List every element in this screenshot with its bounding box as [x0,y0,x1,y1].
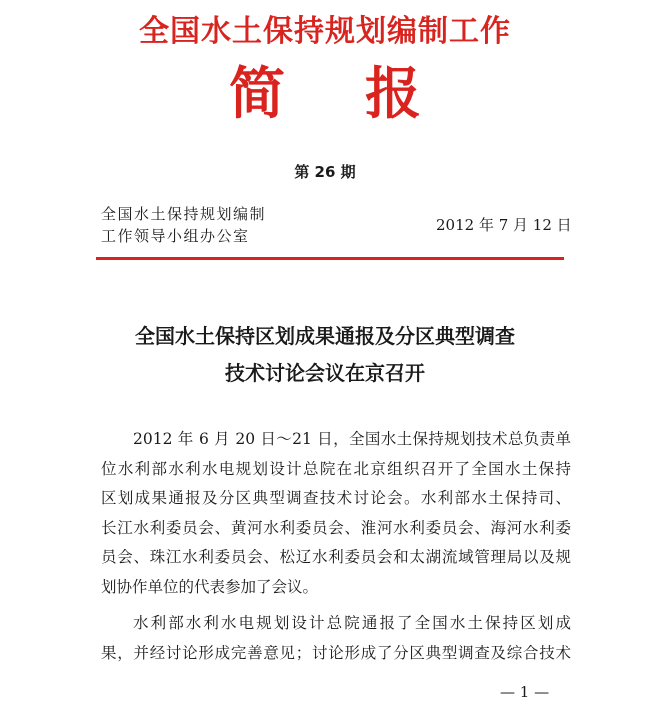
masthead-organization: 全国水土保持规划编制工作 [139,14,511,49]
article-title-line-2: 技术讨论会议在京召开 [225,361,425,385]
article-body [101,425,571,668]
page-number: — 1 — [500,683,550,701]
paragraph-2-line: 果，并经讨论形成完善意见；讨论形成了分区典型调查及综合技术 [101,643,571,662]
paragraph-1-line: 员会、珠江水利委员会、松辽水利委员会和太湖流域管理局以及规 [101,548,571,566]
issue-date: 2012 年 7 月 12 日 [436,216,572,234]
issuer-line-2: 工作领导小组办公室 [101,227,250,245]
issue-number: 第 26 期 [294,163,356,181]
article-title-line-1: 全国水土保持区划成果通报及分区典型调查 [135,324,515,348]
article-title [0,318,650,392]
red-divider-rule [96,257,564,260]
masthead-title: 简报 [229,62,501,127]
paragraph-1-line: 位水利部水利水电规划设计总院在北京组织召开了全国水土保持 [101,459,571,478]
paragraph-1-line: 划协作单位的代表参加了会议。 [101,577,319,596]
issuer-block [101,203,266,247]
paragraph-1-line: 长江水利委员会、黄河水利委员会、淮河水利委员会、海河水利委 [101,518,571,537]
paragraph-1-line: 区划成果通报及分区典型调查技术讨论会。水利部水土保持司、 [101,489,571,507]
paragraph-1-line: 2012 年 6 月 20 日～21 日，全国水土保持规划技术总负责单 [133,430,571,448]
issuer-line-1: 全国水土保持规划编制 [101,205,267,223]
paragraph-2-line: 水利部水利水电规划设计总院通报了全国水土保持区划成 [133,614,571,632]
